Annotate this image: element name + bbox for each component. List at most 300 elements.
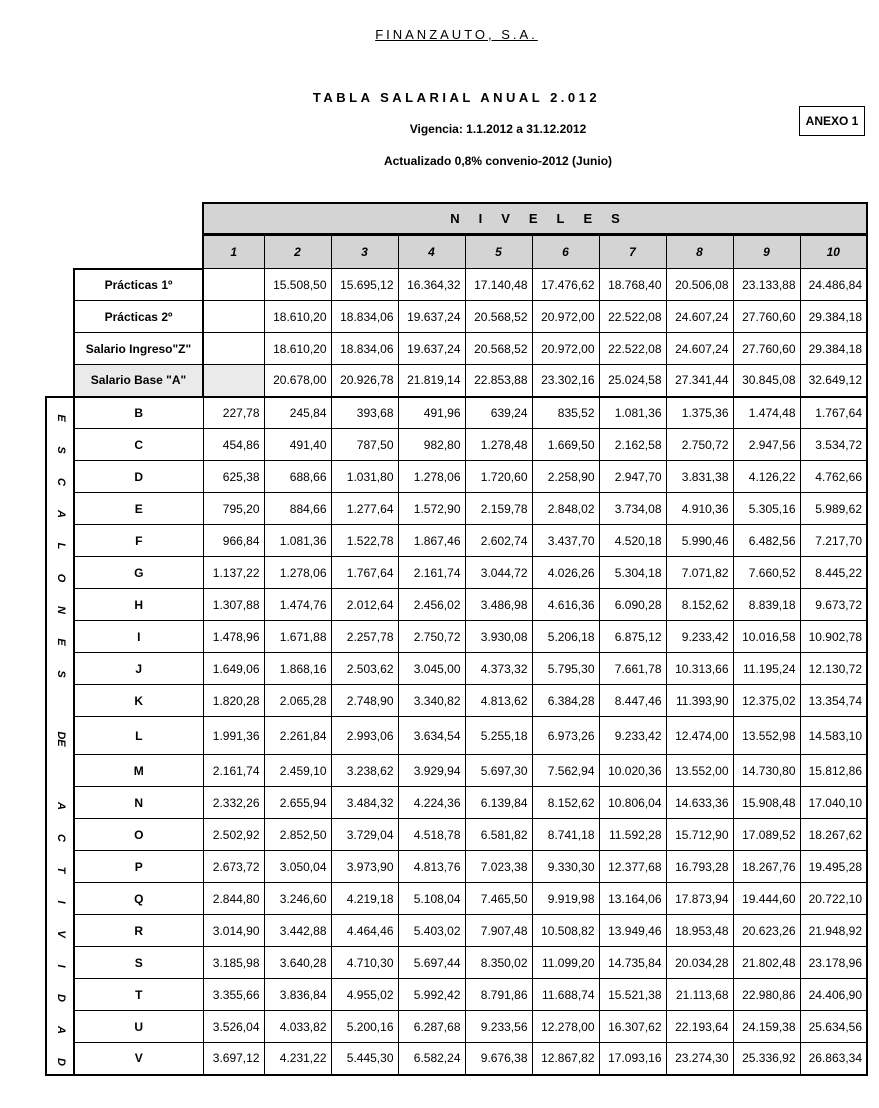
salary-cell: 25.336,92 xyxy=(733,1043,800,1075)
salary-cell: 8.741,18 xyxy=(532,819,599,851)
salary-cell: 1.307,88 xyxy=(203,589,264,621)
salary-cell: 2.503,62 xyxy=(331,653,398,685)
salary-cell: 16.793,28 xyxy=(666,851,733,883)
row-label: R xyxy=(74,915,203,947)
salary-cell: 3.044,72 xyxy=(465,557,532,589)
salary-cell: 23.178,96 xyxy=(800,947,867,979)
side-letter: A xyxy=(55,1025,67,1034)
salary-cell: 2.065,28 xyxy=(264,685,331,717)
salary-cell: 25.634,56 xyxy=(800,1011,867,1043)
step-row xyxy=(46,717,867,755)
salary-cell: 22.853,88 xyxy=(465,365,532,397)
salary-cell: 14.730,80 xyxy=(733,755,800,787)
salary-cell: 2.673,72 xyxy=(203,851,264,883)
salary-cell xyxy=(203,269,264,301)
level-header: 9 xyxy=(733,236,800,269)
side-letter: DE xyxy=(55,730,67,747)
salary-cell: 3.340,82 xyxy=(398,685,465,717)
salary-cell: 17.140,48 xyxy=(465,269,532,301)
salary-cell: 2.161,74 xyxy=(398,557,465,589)
level-header: 2 xyxy=(264,236,331,269)
salary-cell: 3.238,62 xyxy=(331,755,398,787)
side-letter: S xyxy=(55,669,67,678)
salary-cell: 1.081,36 xyxy=(264,525,331,557)
salary-cell: 4.518,78 xyxy=(398,819,465,851)
salary-cell: 19.444,60 xyxy=(733,883,800,915)
salary-cell: 245,84 xyxy=(264,397,331,429)
salary-cell: 6.139,84 xyxy=(465,787,532,819)
salary-cell: 21.113,68 xyxy=(666,979,733,1011)
salary-cell: 17.040,10 xyxy=(800,787,867,819)
salary-cell: 7.071,82 xyxy=(666,557,733,589)
salary-cell: 1.720,60 xyxy=(465,461,532,493)
salary-cell xyxy=(203,301,264,333)
salary-cell: 9.233,42 xyxy=(599,717,666,755)
level-header: 7 xyxy=(599,236,666,269)
salary-cell: 4.762,66 xyxy=(800,461,867,493)
blank-cell xyxy=(46,236,74,269)
salary-cell: 13.164,06 xyxy=(599,883,666,915)
salary-cell: 3.836,84 xyxy=(264,979,331,1011)
salary-cell: 10.016,58 xyxy=(733,621,800,653)
salary-cell: 7.661,78 xyxy=(599,653,666,685)
salary-cell: 1.277,64 xyxy=(331,493,398,525)
salary-cell: 5.992,42 xyxy=(398,979,465,1011)
salary-cell: 835,52 xyxy=(532,397,599,429)
step-row xyxy=(46,1011,867,1043)
salary-cell: 10.020,36 xyxy=(599,755,666,787)
salary-cell: 12.130,72 xyxy=(800,653,867,685)
salary-cell: 20.678,00 xyxy=(264,365,331,397)
salary-cell: 1.522,78 xyxy=(331,525,398,557)
salary-cell: 1.278,06 xyxy=(264,557,331,589)
salary-cell: 3.185,98 xyxy=(203,947,264,979)
salary-cell: 20.926,78 xyxy=(331,365,398,397)
levels-group-header: NIVELES xyxy=(202,202,868,235)
level-header: 3 xyxy=(331,236,398,269)
salary-cell: 7.023,38 xyxy=(465,851,532,883)
salary-cell: 18.834,06 xyxy=(331,301,398,333)
salary-cell: 13.552,98 xyxy=(733,717,800,755)
step-row xyxy=(46,461,867,493)
row-label: P xyxy=(74,851,203,883)
salary-cell: 8.791,86 xyxy=(465,979,532,1011)
row-label: M xyxy=(74,755,203,787)
salary-cell: 18.610,20 xyxy=(264,333,331,365)
salary-cell: 5.990,46 xyxy=(666,525,733,557)
row-label: G xyxy=(74,557,203,589)
salary-cell: 491,40 xyxy=(264,429,331,461)
side-letter: N xyxy=(55,605,67,614)
salary-cell: 4.231,22 xyxy=(264,1043,331,1075)
salary-cell: 4.126,22 xyxy=(733,461,800,493)
vertical-side-label-letters xyxy=(47,398,73,1074)
salary-cell: 4.910,36 xyxy=(666,493,733,525)
salary-cell: 3.929,94 xyxy=(398,755,465,787)
salary-cell: 20.972,00 xyxy=(532,301,599,333)
row-label: Prácticas 1º xyxy=(74,269,203,301)
salary-cell: 9.233,56 xyxy=(465,1011,532,1043)
blank-cell xyxy=(46,365,74,397)
side-letter: O xyxy=(55,573,67,582)
salary-cell: 11.688,74 xyxy=(532,979,599,1011)
row-label: L xyxy=(74,717,203,755)
salary-cell: 29.384,18 xyxy=(800,301,867,333)
salary-table xyxy=(45,235,868,1076)
salary-cell: 5.206,18 xyxy=(532,621,599,653)
step-row xyxy=(46,429,867,461)
salary-cell: 1.278,48 xyxy=(465,429,532,461)
salary-cell: 3.697,12 xyxy=(203,1043,264,1075)
step-row xyxy=(46,493,867,525)
step-row xyxy=(46,653,867,685)
special-row xyxy=(46,269,867,301)
blank-cell xyxy=(46,333,74,365)
levels-header-row xyxy=(46,236,867,269)
salary-cell: 2.947,56 xyxy=(733,429,800,461)
salary-cell: 10.508,82 xyxy=(532,915,599,947)
salary-cell: 491,96 xyxy=(398,397,465,429)
salary-cell: 3.973,90 xyxy=(331,851,398,883)
salary-cell: 21.819,14 xyxy=(398,365,465,397)
salary-cell: 20.506,08 xyxy=(666,269,733,301)
step-row xyxy=(46,883,867,915)
salary-cell: 4.710,30 xyxy=(331,947,398,979)
step-row xyxy=(46,397,867,429)
salary-cell: 11.393,90 xyxy=(666,685,733,717)
salary-cell: 4.373,32 xyxy=(465,653,532,685)
salary-cell: 14.735,84 xyxy=(599,947,666,979)
salary-cell: 795,20 xyxy=(203,493,264,525)
salary-cell: 1.820,28 xyxy=(203,685,264,717)
company-name: FINANZAUTO, S.A. xyxy=(375,27,538,42)
salary-cell: 12.474,00 xyxy=(666,717,733,755)
salary-cell: 17.089,52 xyxy=(733,819,800,851)
salary-cell: 1.669,50 xyxy=(532,429,599,461)
salary-cell: 1.767,64 xyxy=(331,557,398,589)
row-label: U xyxy=(74,1011,203,1043)
validity-period: Vigencia: 1.1.2012 a 31.12.2012 xyxy=(409,122,587,136)
salary-cell: 3.526,04 xyxy=(203,1011,264,1043)
salary-cell: 3.831,38 xyxy=(666,461,733,493)
side-letter: E xyxy=(55,413,67,422)
step-row xyxy=(46,1043,867,1075)
step-row xyxy=(46,589,867,621)
salary-cell: 27.341,44 xyxy=(666,365,733,397)
salary-cell: 8.152,62 xyxy=(666,589,733,621)
salary-cell: 18.610,20 xyxy=(264,301,331,333)
salary-cell: 7.660,52 xyxy=(733,557,800,589)
salary-cell: 1.867,46 xyxy=(398,525,465,557)
step-row xyxy=(46,787,867,819)
level-header: 4 xyxy=(398,236,465,269)
salary-cell: 227,78 xyxy=(203,397,264,429)
salary-cell: 9.233,42 xyxy=(666,621,733,653)
level-header: 1 xyxy=(203,236,264,269)
salary-cell: 1.478,96 xyxy=(203,621,264,653)
salary-cell: 2.258,90 xyxy=(532,461,599,493)
salary-cell: 23.302,16 xyxy=(532,365,599,397)
step-row xyxy=(46,851,867,883)
update-note: Actualizado 0,8% convenio-2012 (Junio) xyxy=(383,154,613,168)
salary-cell: 3.729,04 xyxy=(331,819,398,851)
salary-cell: 2.993,06 xyxy=(331,717,398,755)
salary-cell: 2.162,58 xyxy=(599,429,666,461)
level-header: 5 xyxy=(465,236,532,269)
salary-cell: 4.520,18 xyxy=(599,525,666,557)
salary-cell: 11.195,24 xyxy=(733,653,800,685)
salary-cell: 19.637,24 xyxy=(398,301,465,333)
row-label: T xyxy=(74,979,203,1011)
salary-cell: 1.081,36 xyxy=(599,397,666,429)
salary-cell xyxy=(203,333,264,365)
salary-cell: 20.623,26 xyxy=(733,915,800,947)
salary-cell: 1.137,22 xyxy=(203,557,264,589)
step-row xyxy=(46,755,867,787)
salary-cell: 8.445,22 xyxy=(800,557,867,589)
salary-cell: 3.437,70 xyxy=(532,525,599,557)
salary-cell: 4.616,36 xyxy=(532,589,599,621)
salary-cell: 27.760,60 xyxy=(733,301,800,333)
special-row xyxy=(46,301,867,333)
salary-cell: 5.305,16 xyxy=(733,493,800,525)
salary-cell: 9.919,98 xyxy=(532,883,599,915)
salary-cell: 6.482,56 xyxy=(733,525,800,557)
side-letter: A xyxy=(55,509,67,518)
salary-cell: 13.949,46 xyxy=(599,915,666,947)
row-label: D xyxy=(74,461,203,493)
salary-cell: 4.955,02 xyxy=(331,979,398,1011)
side-letter: T xyxy=(55,866,67,873)
step-row xyxy=(46,621,867,653)
salary-cell: 12.867,82 xyxy=(532,1043,599,1075)
salary-cell: 23.274,30 xyxy=(666,1043,733,1075)
salary-cell: 3.246,60 xyxy=(264,883,331,915)
salary-cell: 8.350,02 xyxy=(465,947,532,979)
salary-cell: 14.583,10 xyxy=(800,717,867,755)
salary-cell: 14.633,36 xyxy=(666,787,733,819)
row-label: H xyxy=(74,589,203,621)
salary-cell: 13.354,74 xyxy=(800,685,867,717)
salary-cell: 5.989,62 xyxy=(800,493,867,525)
salary-cell: 21.948,92 xyxy=(800,915,867,947)
salary-cell: 625,38 xyxy=(203,461,264,493)
salary-cell: 4.224,36 xyxy=(398,787,465,819)
salary-cell: 1.031,80 xyxy=(331,461,398,493)
salary-cell: 15.508,50 xyxy=(264,269,331,301)
salary-cell: 2.456,02 xyxy=(398,589,465,621)
salary-cell: 5.304,18 xyxy=(599,557,666,589)
blank-cell xyxy=(46,269,74,301)
salary-cell: 1.991,36 xyxy=(203,717,264,755)
salary-cell: 15.695,12 xyxy=(331,269,398,301)
salary-cell: 4.464,46 xyxy=(331,915,398,947)
salary-cell: 24.406,90 xyxy=(800,979,867,1011)
salary-cell: 2.257,78 xyxy=(331,621,398,653)
side-letter: I xyxy=(55,963,67,968)
side-letter: I xyxy=(55,899,67,904)
salary-cell: 639,24 xyxy=(465,397,532,429)
salary-cell: 15.712,90 xyxy=(666,819,733,851)
salary-cell: 17.093,16 xyxy=(599,1043,666,1075)
salary-cell: 22.193,64 xyxy=(666,1011,733,1043)
salary-cell: 24.607,24 xyxy=(666,333,733,365)
salary-cell: 8.447,46 xyxy=(599,685,666,717)
salary-cell: 2.655,94 xyxy=(264,787,331,819)
salary-cell: 30.845,08 xyxy=(733,365,800,397)
annex-badge: ANEXO 1 xyxy=(799,106,865,136)
row-label: E xyxy=(74,493,203,525)
salary-cell: 20.568,52 xyxy=(465,333,532,365)
salary-cell: 15.812,86 xyxy=(800,755,867,787)
salary-cell: 13.552,00 xyxy=(666,755,733,787)
salary-cell: 5.108,04 xyxy=(398,883,465,915)
salary-cell: 10.313,66 xyxy=(666,653,733,685)
salary-cell: 18.267,62 xyxy=(800,819,867,851)
step-row xyxy=(46,525,867,557)
salary-cell: 6.973,26 xyxy=(532,717,599,755)
salary-cell: 454,86 xyxy=(203,429,264,461)
step-row xyxy=(46,819,867,851)
salary-cell: 982,80 xyxy=(398,429,465,461)
salary-cell: 12.377,68 xyxy=(599,851,666,883)
salary-cell: 20.034,28 xyxy=(666,947,733,979)
salary-cell: 24.607,24 xyxy=(666,301,733,333)
salary-cell: 16.307,62 xyxy=(599,1011,666,1043)
salary-cell: 5.795,30 xyxy=(532,653,599,685)
salary-cell: 23.133,88 xyxy=(733,269,800,301)
row-label: J xyxy=(74,653,203,685)
salary-cell: 17.476,62 xyxy=(532,269,599,301)
side-letter: L xyxy=(55,542,67,549)
salary-cell: 3.050,04 xyxy=(264,851,331,883)
salary-cell: 2.947,70 xyxy=(599,461,666,493)
salary-cell: 2.502,92 xyxy=(203,819,264,851)
vertical-side-label xyxy=(46,397,74,1075)
salary-cell: 9.330,30 xyxy=(532,851,599,883)
salary-cell: 15.521,38 xyxy=(599,979,666,1011)
salary-cell: 2.848,02 xyxy=(532,493,599,525)
salary-cell: 1.767,64 xyxy=(800,397,867,429)
salary-cell: 1.375,36 xyxy=(666,397,733,429)
salary-cell: 1.474,76 xyxy=(264,589,331,621)
salary-cell: 22.980,86 xyxy=(733,979,800,1011)
step-row xyxy=(46,947,867,979)
table-title: TABLA SALARIAL ANUAL 2.012 xyxy=(312,90,601,105)
salary-cell: 8.839,18 xyxy=(733,589,800,621)
salary-cell: 3.045,00 xyxy=(398,653,465,685)
salary-cell: 2.459,10 xyxy=(264,755,331,787)
row-label: I xyxy=(74,621,203,653)
salary-cell: 22.522,08 xyxy=(599,301,666,333)
salary-cell: 2.750,72 xyxy=(666,429,733,461)
level-header: 6 xyxy=(532,236,599,269)
salary-cell: 24.486,84 xyxy=(800,269,867,301)
salary-cell: 5.697,30 xyxy=(465,755,532,787)
salary-cell: 3.734,08 xyxy=(599,493,666,525)
special-row xyxy=(46,365,867,397)
salary-cell: 3.930,08 xyxy=(465,621,532,653)
salary-cell xyxy=(203,365,264,397)
salary-cell: 4.219,18 xyxy=(331,883,398,915)
salary-cell: 3.355,66 xyxy=(203,979,264,1011)
salary-cell: 20.972,00 xyxy=(532,333,599,365)
row-label: B xyxy=(74,397,203,429)
salary-cell: 787,50 xyxy=(331,429,398,461)
salary-cell: 18.953,48 xyxy=(666,915,733,947)
salary-cell: 2.332,26 xyxy=(203,787,264,819)
salary-cell: 10.902,78 xyxy=(800,621,867,653)
salary-cell: 5.255,18 xyxy=(465,717,532,755)
row-label: N xyxy=(74,787,203,819)
salary-cell: 2.261,84 xyxy=(264,717,331,755)
salary-cell: 4.813,76 xyxy=(398,851,465,883)
step-row xyxy=(46,979,867,1011)
salary-cell: 32.649,12 xyxy=(800,365,867,397)
salary-cell: 5.403,02 xyxy=(398,915,465,947)
salary-cell: 6.090,28 xyxy=(599,589,666,621)
blank-cell xyxy=(74,236,203,269)
step-row xyxy=(46,557,867,589)
salary-cell: 1.278,06 xyxy=(398,461,465,493)
step-row xyxy=(46,685,867,717)
side-letter: D xyxy=(55,1057,67,1066)
salary-cell: 5.200,16 xyxy=(331,1011,398,1043)
special-row xyxy=(46,333,867,365)
salary-cell: 1.868,16 xyxy=(264,653,331,685)
step-row xyxy=(46,915,867,947)
salary-cell: 7.217,70 xyxy=(800,525,867,557)
salary-cell: 29.384,18 xyxy=(800,333,867,365)
salary-cell: 3.486,98 xyxy=(465,589,532,621)
row-label: V xyxy=(74,1043,203,1075)
salary-cell: 20.722,10 xyxy=(800,883,867,915)
salary-cell: 11.592,28 xyxy=(599,819,666,851)
salary-cell: 7.907,48 xyxy=(465,915,532,947)
salary-cell: 18.768,40 xyxy=(599,269,666,301)
row-label: Salario Ingreso"Z" xyxy=(74,333,203,365)
salary-cell: 6.875,12 xyxy=(599,621,666,653)
salary-cell: 2.161,74 xyxy=(203,755,264,787)
salary-cell: 18.834,06 xyxy=(331,333,398,365)
salary-cell: 2.748,90 xyxy=(331,685,398,717)
salary-cell: 7.465,50 xyxy=(465,883,532,915)
side-letter: S xyxy=(55,445,67,454)
side-letter: E xyxy=(55,637,67,646)
salary-cell: 6.582,24 xyxy=(398,1043,465,1075)
salary-cell: 3.484,32 xyxy=(331,787,398,819)
salary-cell: 1.649,06 xyxy=(203,653,264,685)
salary-cell: 25.024,58 xyxy=(599,365,666,397)
salary-cell: 2.012,64 xyxy=(331,589,398,621)
salary-cell: 3.442,88 xyxy=(264,915,331,947)
salary-cell: 15.908,48 xyxy=(733,787,800,819)
salary-cell: 24.159,38 xyxy=(733,1011,800,1043)
salary-cell: 1.671,88 xyxy=(264,621,331,653)
salary-cell: 2.844,80 xyxy=(203,883,264,915)
salary-cell: 2.602,74 xyxy=(465,525,532,557)
salary-cell: 2.159,78 xyxy=(465,493,532,525)
salary-cell: 8.152,62 xyxy=(532,787,599,819)
salary-cell: 966,84 xyxy=(203,525,264,557)
salary-cell: 19.495,28 xyxy=(800,851,867,883)
salary-cell: 6.287,68 xyxy=(398,1011,465,1043)
level-header: 8 xyxy=(666,236,733,269)
salary-cell: 5.445,30 xyxy=(331,1043,398,1075)
salary-cell: 393,68 xyxy=(331,397,398,429)
salary-cell: 2.750,72 xyxy=(398,621,465,653)
salary-cell: 4.026,26 xyxy=(532,557,599,589)
